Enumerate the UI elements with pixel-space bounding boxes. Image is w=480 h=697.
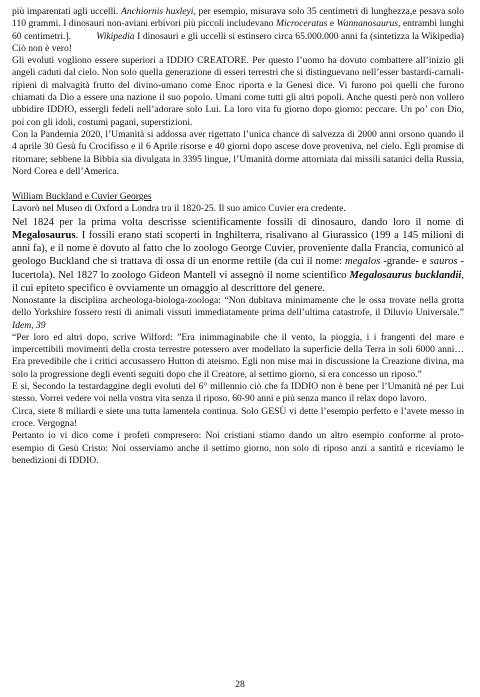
text-run: , il cui epiteto specifico è ovviamente un omaggio al descrittore del genere. — [12, 269, 464, 294]
text-run: -lucertola). Nel 1827 lo zoologo Gideon Mantell vi assegnò il nome scientifico — [12, 256, 465, 281]
scientific-name: Megalosaurus bucklandii — [349, 269, 462, 281]
paragraph-gap — [12, 178, 464, 191]
text-run: Nel 1824 per la prima volta descrisse scientificamente fossili di dinosauro, dando loro il nome di — [12, 216, 464, 228]
genus-name: Megalosaurus — [12, 229, 76, 241]
text-run: , per esempio, misurava solo 35 centimetri di lunghezza,e pesava solo 110 grammi. I dinosauri non-aviani erbivori più piccoli includevano — [12, 6, 464, 30]
section-heading: William Buckland e Cuvier Georges — [12, 191, 152, 203]
quotation: Nonostante la disciplina archeologa-biologa-zoologa: “Non dubitava minimamente che le ossa trovate nella grotta dello Yorkshire fossero resti di animali vissuti immediatamente prima dell’ultima catastrofe, il Diluvio Universale.” — [12, 294, 464, 319]
paragraph-oxford: Lavorò nel Museo di Oxford a Londra tra il 1820-25. Il suo amico Cuvier era credente. — [12, 203, 346, 215]
paragraph-evolutionists: Gli evoluti vogliono essere superiori a IDDIO CREATORE. Per questo l’uomo ha dovuto combattere all’inizio gli angeli caduti dal cielo. Non solo quella generazione di esseri terrestri che si distinguevano nell’esser bastardi-carnali-ripieni di malvagità frutto del divino-umano come Enoc riporta e la Genesi dice. Vi furono poi quelli che furono chiamati da Dio a essere una nazione il suo popolo. Umani come tutti gli altri popoli. Anche questi però non vollero ubbidire IDDIO, essergli fedeli nell’adorare solo Lui. La loro vita fu giorno dopo giorno: peccare. Un po’ con Dio, poi con gli idoli, costumi pagani, superstizioni. — [12, 55, 464, 128]
paragraph-prophets: Pertanto io vi dico come i profeti compresero: Noi cristiani stiamo dando un altro esempio conforme al proto-esempio di Gesù Cristo: Noi osserviamo anche il settimo giorno, non solo di riposo anzi a santità e riceviamo le benedizioni di IDDIO. — [12, 430, 464, 466]
greek-word: sauros — [429, 256, 458, 268]
species-name: Wannanosaurus — [336, 18, 399, 30]
text-run: e — [327, 18, 337, 30]
paragraph-pandemic: Con la Pandemia 2020, l’Umanità si addossa aver rigettato l’unica chance di salvezza di 2000 anni orsono quando il 4 aprile 30 Gesù fu Crocifisso e il 6 Aprile risorse e 40 giorni dopo ascese dove proveniva, nel cielo. Egli promise di ritornare; sebbene la Bibbia sia divulgata in 3395 lingue, l’Umanità dorme attorniata dai missili satanici della Russia, Nord Corea e dell’America. — [12, 128, 464, 177]
text-run: più imparentati agli uccelli. — [12, 6, 121, 17]
text-run: . I fossili erano stati scoperti in Inghilterra, risalivano al Giurassico (199 a 145 milioni di anni fa), e il nome è dovuto al fatto che lo zoologo George Cuvier, proveniente dalla Francia, comunicò al geologo Buckland che si trattava di ossa di un enorme rettile (da cui il nome: — [12, 229, 464, 268]
paragraph-diluvio — [12, 295, 464, 332]
paragraph-wilford-quote: “Per loro ed altri dopo, scrive Wilford: ”Era inimmaginabile che il vento, la pioggia, i i frangenti del mare e impercettibili movimenti della crosta terrestre potessero aver modellato la superficie della Terra in soli 6000 anni…Era prevedibile che i critici accusassero Hutton di ateismo. Egli non mise mai in discussione la Creazione divina, ma solo la progressione degli eventi seguiti dopo che il Creatore, al settimo giorno, si era concesso un riposo.” — [12, 331, 464, 380]
species-name: Microceratus — [276, 18, 328, 30]
paragraph-megalosaurus — [12, 216, 464, 295]
greek-word: megalos — [344, 256, 381, 268]
text-run: I dinosauri e gli uccelli si estinsero circa 65.000.000 anni fa (sintetizza la Wikipedia) Ciò non è vero! — [12, 30, 464, 54]
text-column — [12, 6, 464, 467]
paragraph-eight-billion: Circa, siete 8 miliardi e siete una tutta lamentela continua. Solo GESÙ vi dette l’esempio perfetto e l’avete messo in croce. Vergogna! — [12, 405, 464, 429]
paragraph-dinosaur-sizes — [12, 6, 464, 55]
citation-source: Wikipedia — [96, 30, 135, 42]
page-number: 28 — [235, 679, 245, 690]
citation-reference: Idem, 39 — [12, 319, 46, 331]
species-name: Anchiornis huxleyi — [121, 6, 194, 17]
text-run: -grande- e — [380, 256, 430, 268]
text-run: , entrambi lunghi 60 centimetri.]. — [12, 18, 464, 42]
paragraph-rest-day: E sì, Secondo la testardaggine degli evoluti del 6° millennio ciò che fa IDDIO non è bene per l’Umanità né per Lui stesso. Vorrei vedere voi nella vostra vita senza il riposo. 60-90 anni e più senza manco il relax dopo lavoro. — [12, 381, 464, 405]
